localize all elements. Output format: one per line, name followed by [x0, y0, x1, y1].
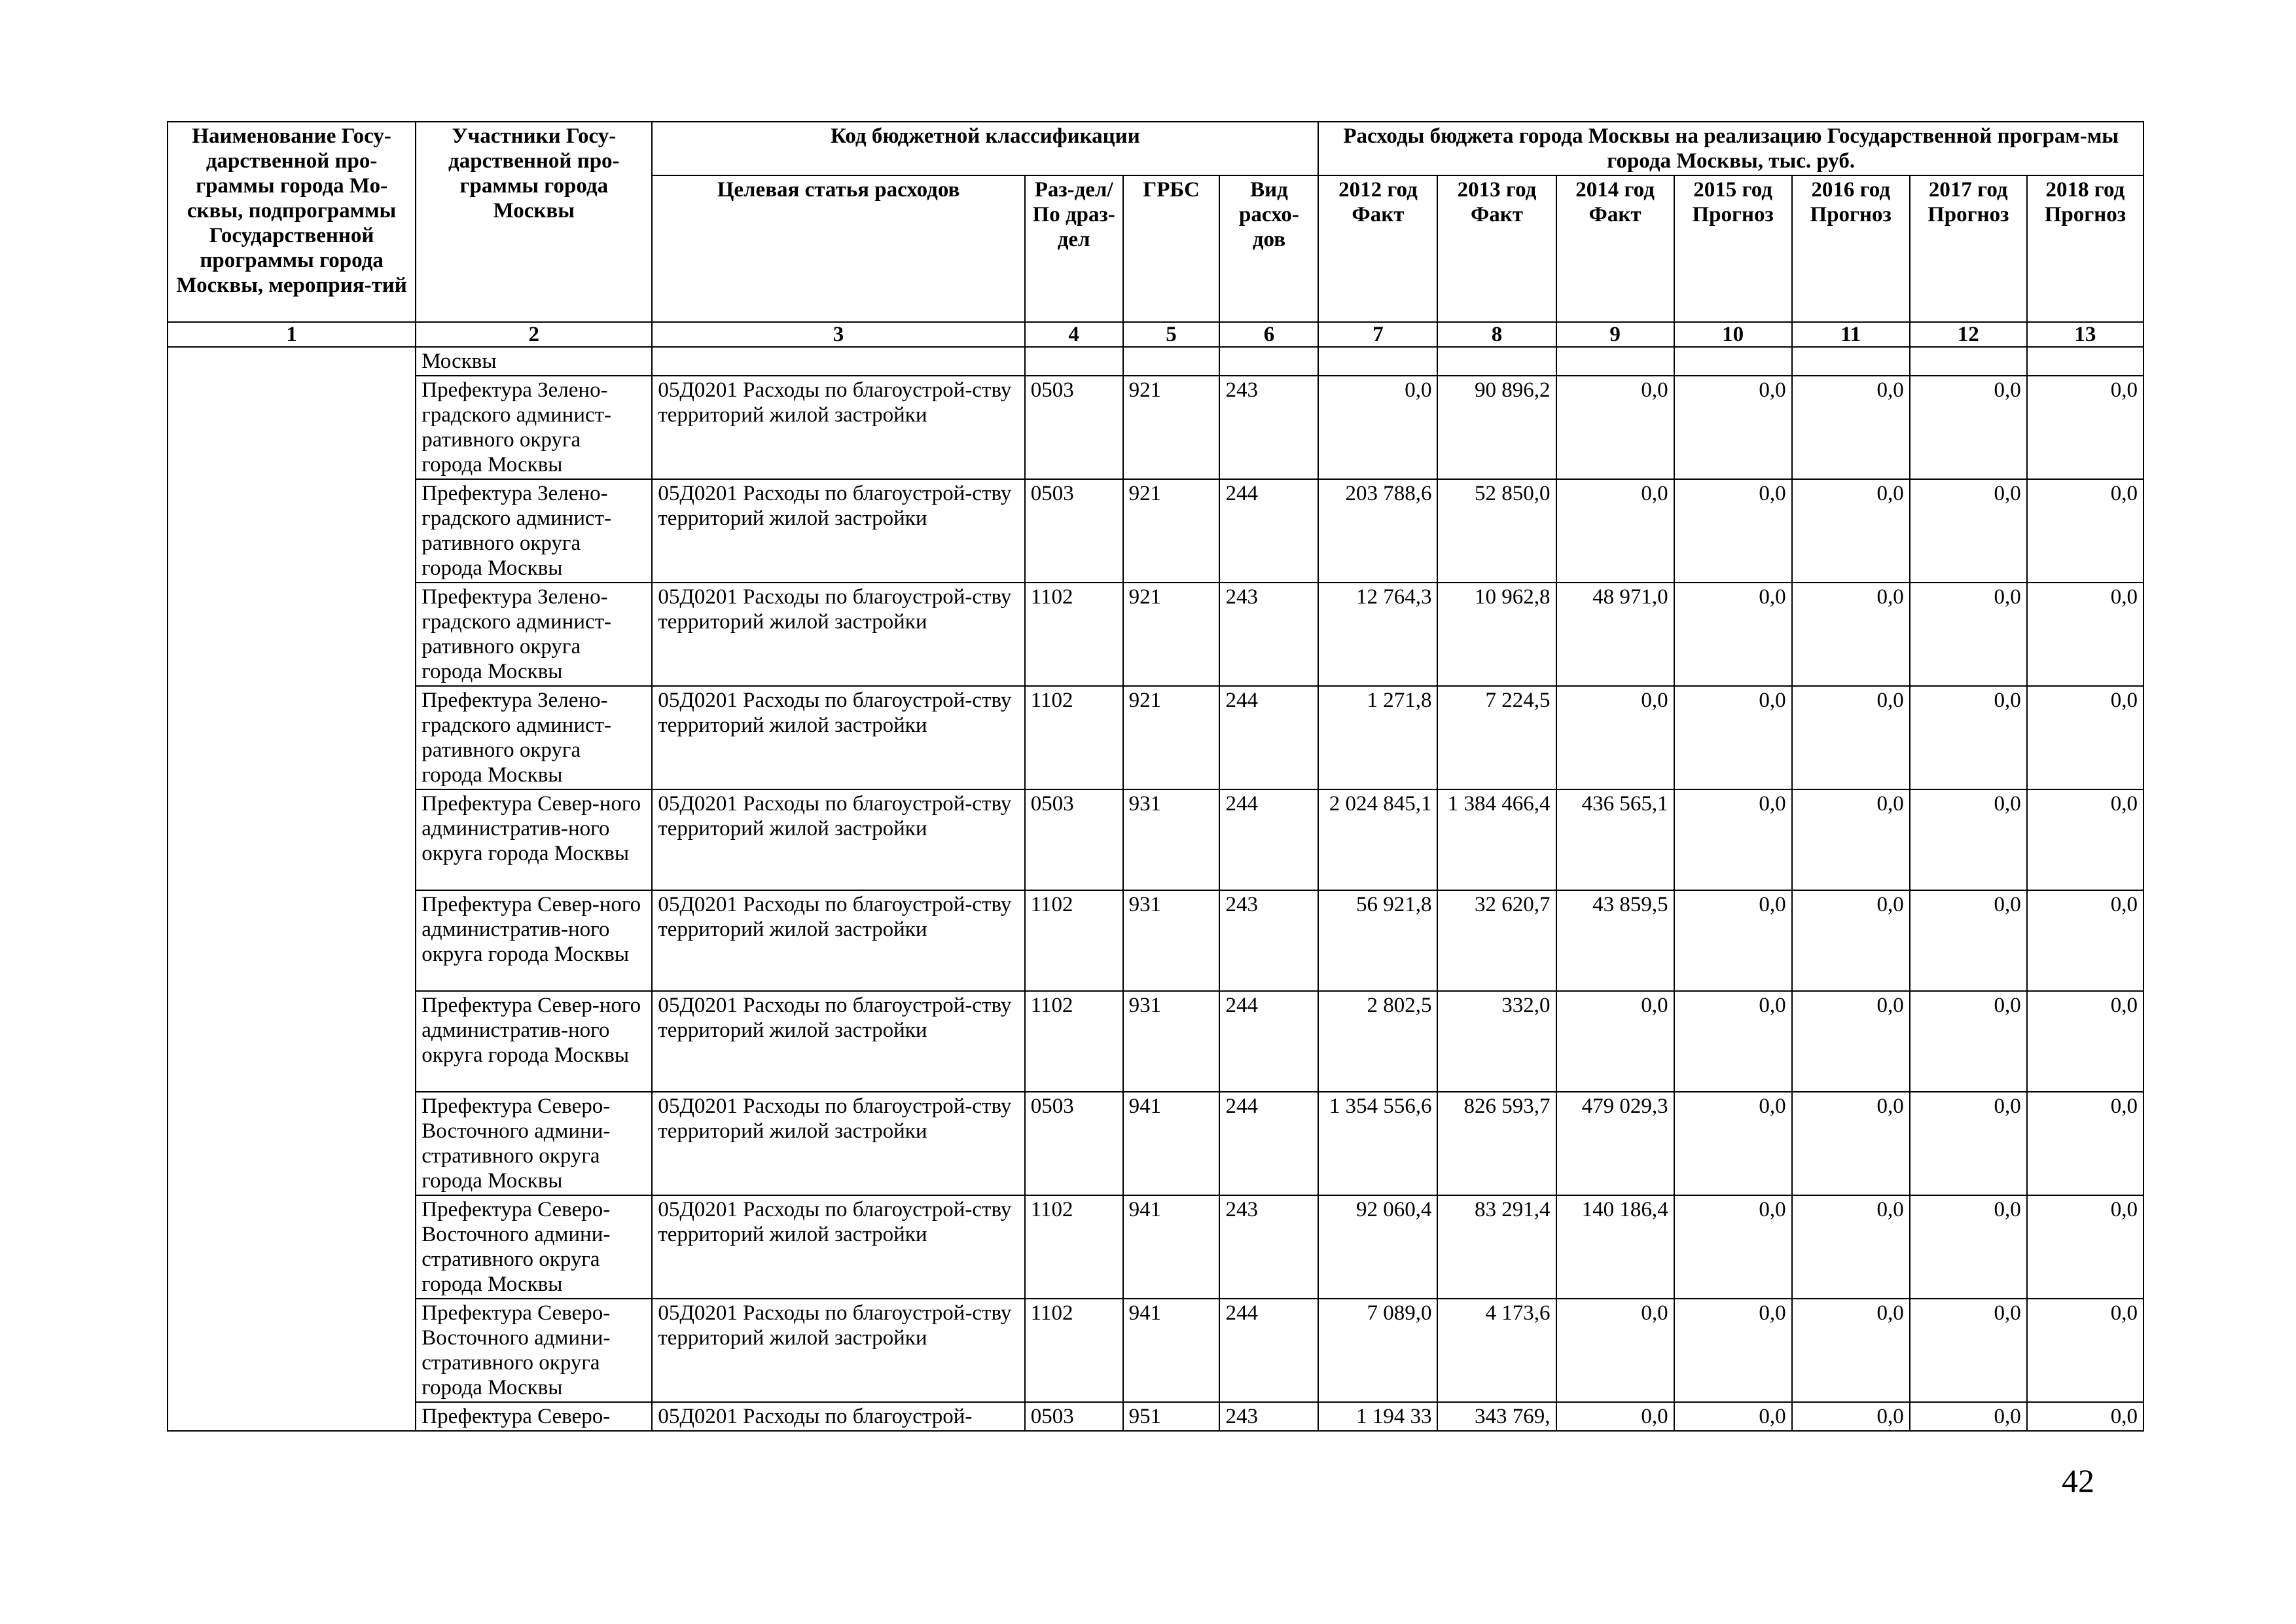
continuation-row: [168, 347, 2144, 376]
value-2016-cell: 0,0: [1792, 1092, 1910, 1195]
column-number: 11: [1792, 322, 1910, 347]
section-cell: 0503: [1025, 1402, 1123, 1431]
header-program-name: Наименование Госу-дарственной про-граммы города Мо-сквы, подпрограммы Государственной программы города Москвы, мероприя-тий: [168, 122, 416, 322]
target-article-cell: 05Д0201 Расходы по благоустрой-ству территорий жилой застройки: [652, 1299, 1024, 1402]
value-2013-cell: 1 384 466,4: [1437, 789, 1556, 890]
expense-type-cell: 243: [1219, 1402, 1318, 1431]
participant-cell: Префектура Зелено-градского админист-ративного округа города Москвы: [416, 479, 652, 583]
empty-cell: [1556, 347, 1674, 376]
value-2015-cell: 0,0: [1674, 583, 1792, 686]
value-2017-cell: 0,0: [1910, 583, 2027, 686]
value-2015-cell: 0,0: [1674, 376, 1792, 479]
value-2012-cell: 1 194 33: [1318, 1402, 1437, 1431]
section-cell: 1102: [1025, 686, 1123, 789]
column-number: 12: [1910, 322, 2027, 347]
value-2015-cell: 0,0: [1674, 1299, 1792, 1402]
value-2015-cell: 0,0: [1674, 1402, 1792, 1431]
value-2015-cell: 0,0: [1674, 479, 1792, 583]
value-2013-cell: 90 896,2: [1437, 376, 1556, 479]
value-2014-cell: 43 859,5: [1556, 890, 1674, 991]
header-year-2017: 2017 год Прогноз: [1910, 175, 2027, 322]
empty-cell: [1318, 347, 1437, 376]
table-row: [168, 376, 2144, 479]
value-2017-cell: 0,0: [1910, 890, 2027, 991]
value-2012-cell: 2 024 845,1: [1318, 789, 1437, 890]
header-year-2013: 2013 год Факт: [1437, 175, 1556, 322]
value-2013-cell: 4 173,6: [1437, 1299, 1556, 1402]
continuation-text: Москвы: [416, 347, 652, 376]
value-2017-cell: 0,0: [1910, 789, 2027, 890]
header-section: Раз-дел/По драз-дел: [1025, 175, 1123, 322]
value-2012-cell: 56 921,8: [1318, 890, 1437, 991]
expense-type-cell: 244: [1219, 1092, 1318, 1195]
participant-cell: Префектура Север-ного административ-ного округа города Москвы: [416, 789, 652, 890]
value-2014-cell: 0,0: [1556, 991, 1674, 1092]
empty-cell: [1025, 347, 1123, 376]
value-2012-cell: 7 089,0: [1318, 1299, 1437, 1402]
value-2014-cell: 0,0: [1556, 686, 1674, 789]
column-number-row: [168, 322, 2144, 347]
value-2012-cell: 0,0: [1318, 376, 1437, 479]
program-name-cell: [168, 347, 416, 1431]
target-article-cell: 05Д0201 Расходы по благоустрой-ству территорий жилой застройки: [652, 686, 1024, 789]
value-2014-cell: 48 971,0: [1556, 583, 1674, 686]
value-2018-cell: 0,0: [2027, 376, 2144, 479]
value-2015-cell: 0,0: [1674, 1092, 1792, 1195]
column-number: 7: [1318, 322, 1437, 347]
section-cell: 1102: [1025, 583, 1123, 686]
table-row: [168, 1299, 2144, 1402]
value-2012-cell: 2 802,5: [1318, 991, 1437, 1092]
grbs-cell: 931: [1123, 890, 1220, 991]
table-row: [168, 890, 2144, 991]
value-2013-cell: 83 291,4: [1437, 1195, 1556, 1299]
value-2017-cell: 0,0: [1910, 991, 2027, 1092]
header-expense-type: Вид расхо-дов: [1219, 175, 1318, 322]
expense-type-cell: 244: [1219, 991, 1318, 1092]
column-number: 3: [652, 322, 1024, 347]
value-2018-cell: 0,0: [2027, 1299, 2144, 1402]
value-2013-cell: 332,0: [1437, 991, 1556, 1092]
value-2015-cell: 0,0: [1674, 991, 1792, 1092]
table-row: [168, 479, 2144, 583]
participant-cell: Префектура Северо-Восточного админи-стративного округа города Москвы: [416, 1092, 652, 1195]
value-2015-cell: 0,0: [1674, 1195, 1792, 1299]
header-year-2015: 2015 год Прогноз: [1674, 175, 1792, 322]
value-2014-cell: 0,0: [1556, 1299, 1674, 1402]
target-article-cell: 05Д0201 Расходы по благоустрой-ству территорий жилой застройки: [652, 1092, 1024, 1195]
value-2013-cell: 52 850,0: [1437, 479, 1556, 583]
section-cell: 1102: [1025, 1195, 1123, 1299]
column-number: 13: [2027, 322, 2144, 347]
participant-cell: Префектура Северо-Восточного админи-стративного округа города Москвы: [416, 1195, 652, 1299]
header-participants: Участники Госу-дарственной про-граммы города Москвы: [416, 122, 652, 322]
expense-type-cell: 244: [1219, 789, 1318, 890]
page-number: 42: [2062, 1462, 2094, 1499]
column-number: 4: [1025, 322, 1123, 347]
grbs-cell: 941: [1123, 1195, 1220, 1299]
value-2015-cell: 0,0: [1674, 890, 1792, 991]
grbs-cell: 921: [1123, 479, 1220, 583]
target-article-cell: 05Д0201 Расходы по благоустрой-ству территорий жилой застройки: [652, 479, 1024, 583]
table-row: [168, 1092, 2144, 1195]
target-article-cell: 05Д0201 Расходы по благоустрой-ству территорий жилой застройки: [652, 583, 1024, 686]
empty-cell: [1219, 347, 1318, 376]
value-2018-cell: 0,0: [2027, 789, 2144, 890]
expense-type-cell: 243: [1219, 890, 1318, 991]
header-grbs: ГРБС: [1123, 175, 1220, 322]
empty-cell: [1123, 347, 1220, 376]
value-2014-cell: 436 565,1: [1556, 789, 1674, 890]
value-2012-cell: 92 060,4: [1318, 1195, 1437, 1299]
target-article-cell: 05Д0201 Расходы по благоустрой-ству территорий жилой застройки: [652, 789, 1024, 890]
header-year-2014: 2014 год Факт: [1556, 175, 1674, 322]
header-kbk-group: Код бюджетной классификации: [652, 122, 1318, 175]
value-2012-cell: 12 764,3: [1318, 583, 1437, 686]
grbs-cell: 921: [1123, 376, 1220, 479]
participant-cell: Префектура Зелено-градского админист-ративного округа города Москвы: [416, 686, 652, 789]
section-cell: 0503: [1025, 376, 1123, 479]
target-article-cell: 05Д0201 Расходы по благоустрой-: [652, 1402, 1024, 1431]
grbs-cell: 921: [1123, 583, 1220, 686]
section-cell: 1102: [1025, 890, 1123, 991]
participant-cell: Префектура Север-ного административ-ного округа города Москвы: [416, 890, 652, 991]
value-2016-cell: 0,0: [1792, 1402, 1910, 1431]
value-2018-cell: 0,0: [2027, 1195, 2144, 1299]
target-article-cell: 05Д0201 Расходы по благоустрой-ству территорий жилой застройки: [652, 1195, 1024, 1299]
table-row: [168, 991, 2144, 1092]
value-2015-cell: 0,0: [1674, 686, 1792, 789]
value-2017-cell: 0,0: [1910, 1092, 2027, 1195]
empty-cell: [1674, 347, 1792, 376]
value-2014-cell: 0,0: [1556, 479, 1674, 583]
header-year-2016: 2016 год Прогноз: [1792, 175, 1910, 322]
value-2013-cell: 7 224,5: [1437, 686, 1556, 789]
empty-cell: [1792, 347, 1910, 376]
value-2016-cell: 0,0: [1792, 1195, 1910, 1299]
participant-cell: Префектура Северо-: [416, 1402, 652, 1431]
value-2018-cell: 0,0: [2027, 479, 2144, 583]
column-number: 8: [1437, 322, 1556, 347]
value-2016-cell: 0,0: [1792, 789, 1910, 890]
value-2016-cell: 0,0: [1792, 890, 1910, 991]
column-number: 5: [1123, 322, 1220, 347]
grbs-cell: 941: [1123, 1092, 1220, 1195]
budget-table: [167, 121, 2144, 1432]
header-expenses-group: Расходы бюджета города Москвы на реализацию Государственной програм-мы города Москвы, тыс. руб.: [1318, 122, 2144, 175]
header-target-article: Целевая статья расходов: [652, 175, 1024, 322]
value-2017-cell: 0,0: [1910, 1402, 2027, 1431]
target-article-cell: 05Д0201 Расходы по благоустрой-ству территорий жилой застройки: [652, 991, 1024, 1092]
value-2012-cell: 203 788,6: [1318, 479, 1437, 583]
value-2018-cell: 0,0: [2027, 1092, 2144, 1195]
value-2013-cell: 10 962,8: [1437, 583, 1556, 686]
empty-cell: [2027, 347, 2144, 376]
value-2012-cell: 1 271,8: [1318, 686, 1437, 789]
expense-type-cell: 244: [1219, 1299, 1318, 1402]
value-2013-cell: 826 593,7: [1437, 1092, 1556, 1195]
value-2017-cell: 0,0: [1910, 376, 2027, 479]
value-2017-cell: 0,0: [1910, 1299, 2027, 1402]
value-2018-cell: 0,0: [2027, 890, 2144, 991]
column-number: 9: [1556, 322, 1674, 347]
participant-cell: Префектура Север-ного административ-ного округа города Москвы: [416, 991, 652, 1092]
empty-cell: [1437, 347, 1556, 376]
table-row: [168, 1195, 2144, 1299]
grbs-cell: 921: [1123, 686, 1220, 789]
table-row-partial: [168, 1402, 2144, 1431]
table-row: [168, 789, 2144, 890]
section-cell: 0503: [1025, 479, 1123, 583]
value-2018-cell: 0,0: [2027, 991, 2144, 1092]
value-2014-cell: 0,0: [1556, 1402, 1674, 1431]
value-2018-cell: 0,0: [2027, 1402, 2144, 1431]
value-2013-cell: 343 769,: [1437, 1402, 1556, 1431]
table-body: [168, 347, 2144, 1431]
table-header: [168, 122, 2144, 347]
table-row: [168, 583, 2144, 686]
participant-cell: Префектура Зелено-градского админист-ративного округа города Москвы: [416, 376, 652, 479]
column-number: 6: [1219, 322, 1318, 347]
empty-cell: [1910, 347, 2027, 376]
value-2016-cell: 0,0: [1792, 479, 1910, 583]
value-2017-cell: 0,0: [1910, 686, 2027, 789]
expense-type-cell: 243: [1219, 583, 1318, 686]
value-2018-cell: 0,0: [2027, 686, 2144, 789]
section-cell: 1102: [1025, 991, 1123, 1092]
value-2015-cell: 0,0: [1674, 789, 1792, 890]
column-number: 2: [416, 322, 652, 347]
value-2017-cell: 0,0: [1910, 479, 2027, 583]
grbs-cell: 941: [1123, 1299, 1220, 1402]
value-2014-cell: 140 186,4: [1556, 1195, 1674, 1299]
value-2016-cell: 0,0: [1792, 376, 1910, 479]
header-year-2012: 2012 год Факт: [1318, 175, 1437, 322]
value-2012-cell: 1 354 556,6: [1318, 1092, 1437, 1195]
expense-type-cell: 243: [1219, 1195, 1318, 1299]
target-article-cell: 05Д0201 Расходы по благоустрой-ству территорий жилой застройки: [652, 890, 1024, 991]
value-2016-cell: 0,0: [1792, 686, 1910, 789]
grbs-cell: 931: [1123, 789, 1220, 890]
value-2013-cell: 32 620,7: [1437, 890, 1556, 991]
section-cell: 0503: [1025, 789, 1123, 890]
participant-cell: Префектура Зелено-градского админист-ративного округа города Москвы: [416, 583, 652, 686]
column-number: 1: [168, 322, 416, 347]
value-2018-cell: 0,0: [2027, 583, 2144, 686]
target-article-cell: 05Д0201 Расходы по благоустрой-ству территорий жилой застройки: [652, 376, 1024, 479]
section-cell: 1102: [1025, 1299, 1123, 1402]
table-row: [168, 686, 2144, 789]
column-number: 10: [1674, 322, 1792, 347]
empty-cell: [652, 347, 1024, 376]
value-2014-cell: 0,0: [1556, 376, 1674, 479]
grbs-cell: 931: [1123, 991, 1220, 1092]
value-2016-cell: 0,0: [1792, 1299, 1910, 1402]
value-2014-cell: 479 029,3: [1556, 1092, 1674, 1195]
expense-type-cell: 243: [1219, 376, 1318, 479]
value-2016-cell: 0,0: [1792, 991, 1910, 1092]
header-year-2018: 2018 год Прогноз: [2027, 175, 2144, 322]
grbs-cell: 951: [1123, 1402, 1220, 1431]
expense-type-cell: 244: [1219, 686, 1318, 789]
section-cell: 0503: [1025, 1092, 1123, 1195]
participant-cell: Префектура Северо-Восточного админи-стративного округа города Москвы: [416, 1299, 652, 1402]
expense-type-cell: 244: [1219, 479, 1318, 583]
value-2017-cell: 0,0: [1910, 1195, 2027, 1299]
value-2016-cell: 0,0: [1792, 583, 1910, 686]
